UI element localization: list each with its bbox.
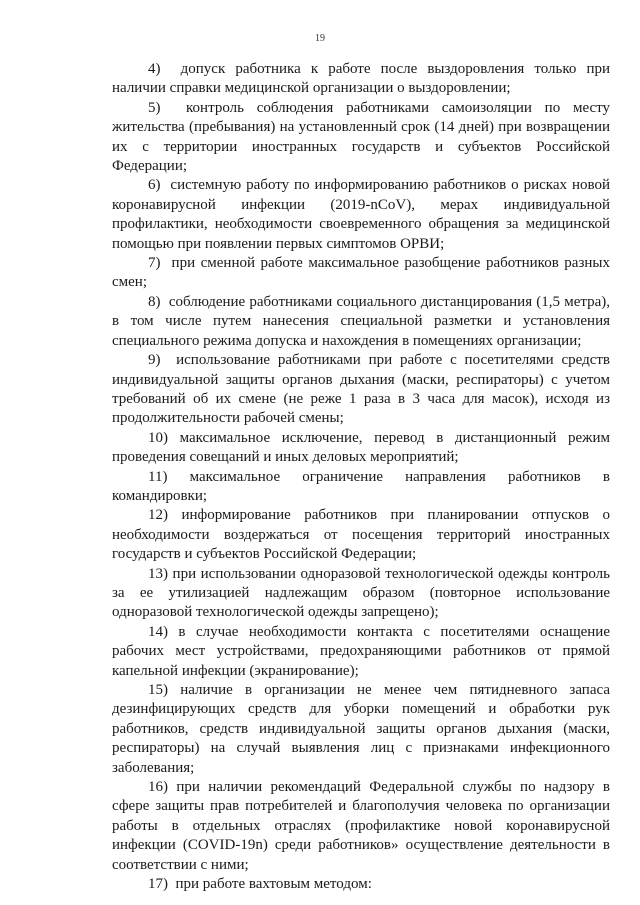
list-item: 6) системную работу по информированию работников о рисках новой коронавирусной инфекции (2019-nCoV), мерах индивидуальной профилактики, необходимости своевременного обращения за медицинской помощью при появлении первых симптомов ОРВИ; bbox=[112, 177, 610, 252]
list-item: 11) максимальное ограничение направления работников в командировки; bbox=[112, 468, 610, 504]
list-item: 7) при сменной работе максимальное разобщение работников разных смен; bbox=[112, 255, 610, 291]
list-item: 5) контроль соблюдения работниками самоизоляции по месту жительства (пребывания) на установленный срок (14 дней) при возвращении их с территории иностранных государств и субъектов Российской Федерации; bbox=[112, 99, 610, 175]
list-item: 4) допуск работника к работе после выздоровления только при наличии справки медицинской организации о выздоровлении; bbox=[112, 61, 610, 97]
list-item: 14) в случае необходимости контакта с посетителями оснащение рабочих мест устройствами, предохраняющими работников от прямой капельной инфекции (экранирование); bbox=[112, 623, 610, 679]
list-item: 8) соблюдение работниками социального дистанцирования (1,5 метра), в том числе путем нанесения специальной разметки и установления специального режима допуска и нахождения в помещениях организации; bbox=[112, 293, 610, 349]
document-body bbox=[112, 60, 610, 894]
list-item: 10) максимальное исключение, перевод в дистанционный режим проведения совещаний и иных деловых мероприятий; bbox=[112, 429, 610, 466]
list-item: 9) использование работниками при работе с посетителями средств индивидуальной защиты органов дыхания (маски, респираторы) с учетом требований об их смене (не реже 1 раза в 3 часа для масок), исходя из продолжительности рабочей смены; bbox=[112, 352, 610, 427]
list-item: 15) наличие в организации не менее чем пятидневного запаса дезинфицирующих средств для уборки помещений и обработки рук работников, средств индивидуальной защиты органов дыхания (маски, респираторы) на случай выявления лиц с признаками инфекционного заболевания; bbox=[112, 682, 610, 776]
list-item: 16) при наличии рекомендаций Федеральной службы по надзору в сфере защиты прав потребителей и благополучия человека по организации работы в отдельных отраслях (профилактике новой коронавирусной инфекции (COVID-19n) среди работников» осуществление деятельности в соответствии с ними; bbox=[112, 779, 610, 873]
list-item: 13) при использовании одноразовой технологической одежды контроль за ее утилизацией надлежащим образом (повторное использование одноразовой технологической одежды запрещено); bbox=[112, 565, 610, 621]
page-number: 19 bbox=[315, 33, 325, 44]
list-item: 12) информирование работников при планировании отпусков о необходимости воздержаться от посещения территорий иностранных государств и субъектов Российской Федерации; bbox=[112, 507, 610, 563]
list-item: 17) при работе вахтовым методом: bbox=[148, 876, 372, 893]
